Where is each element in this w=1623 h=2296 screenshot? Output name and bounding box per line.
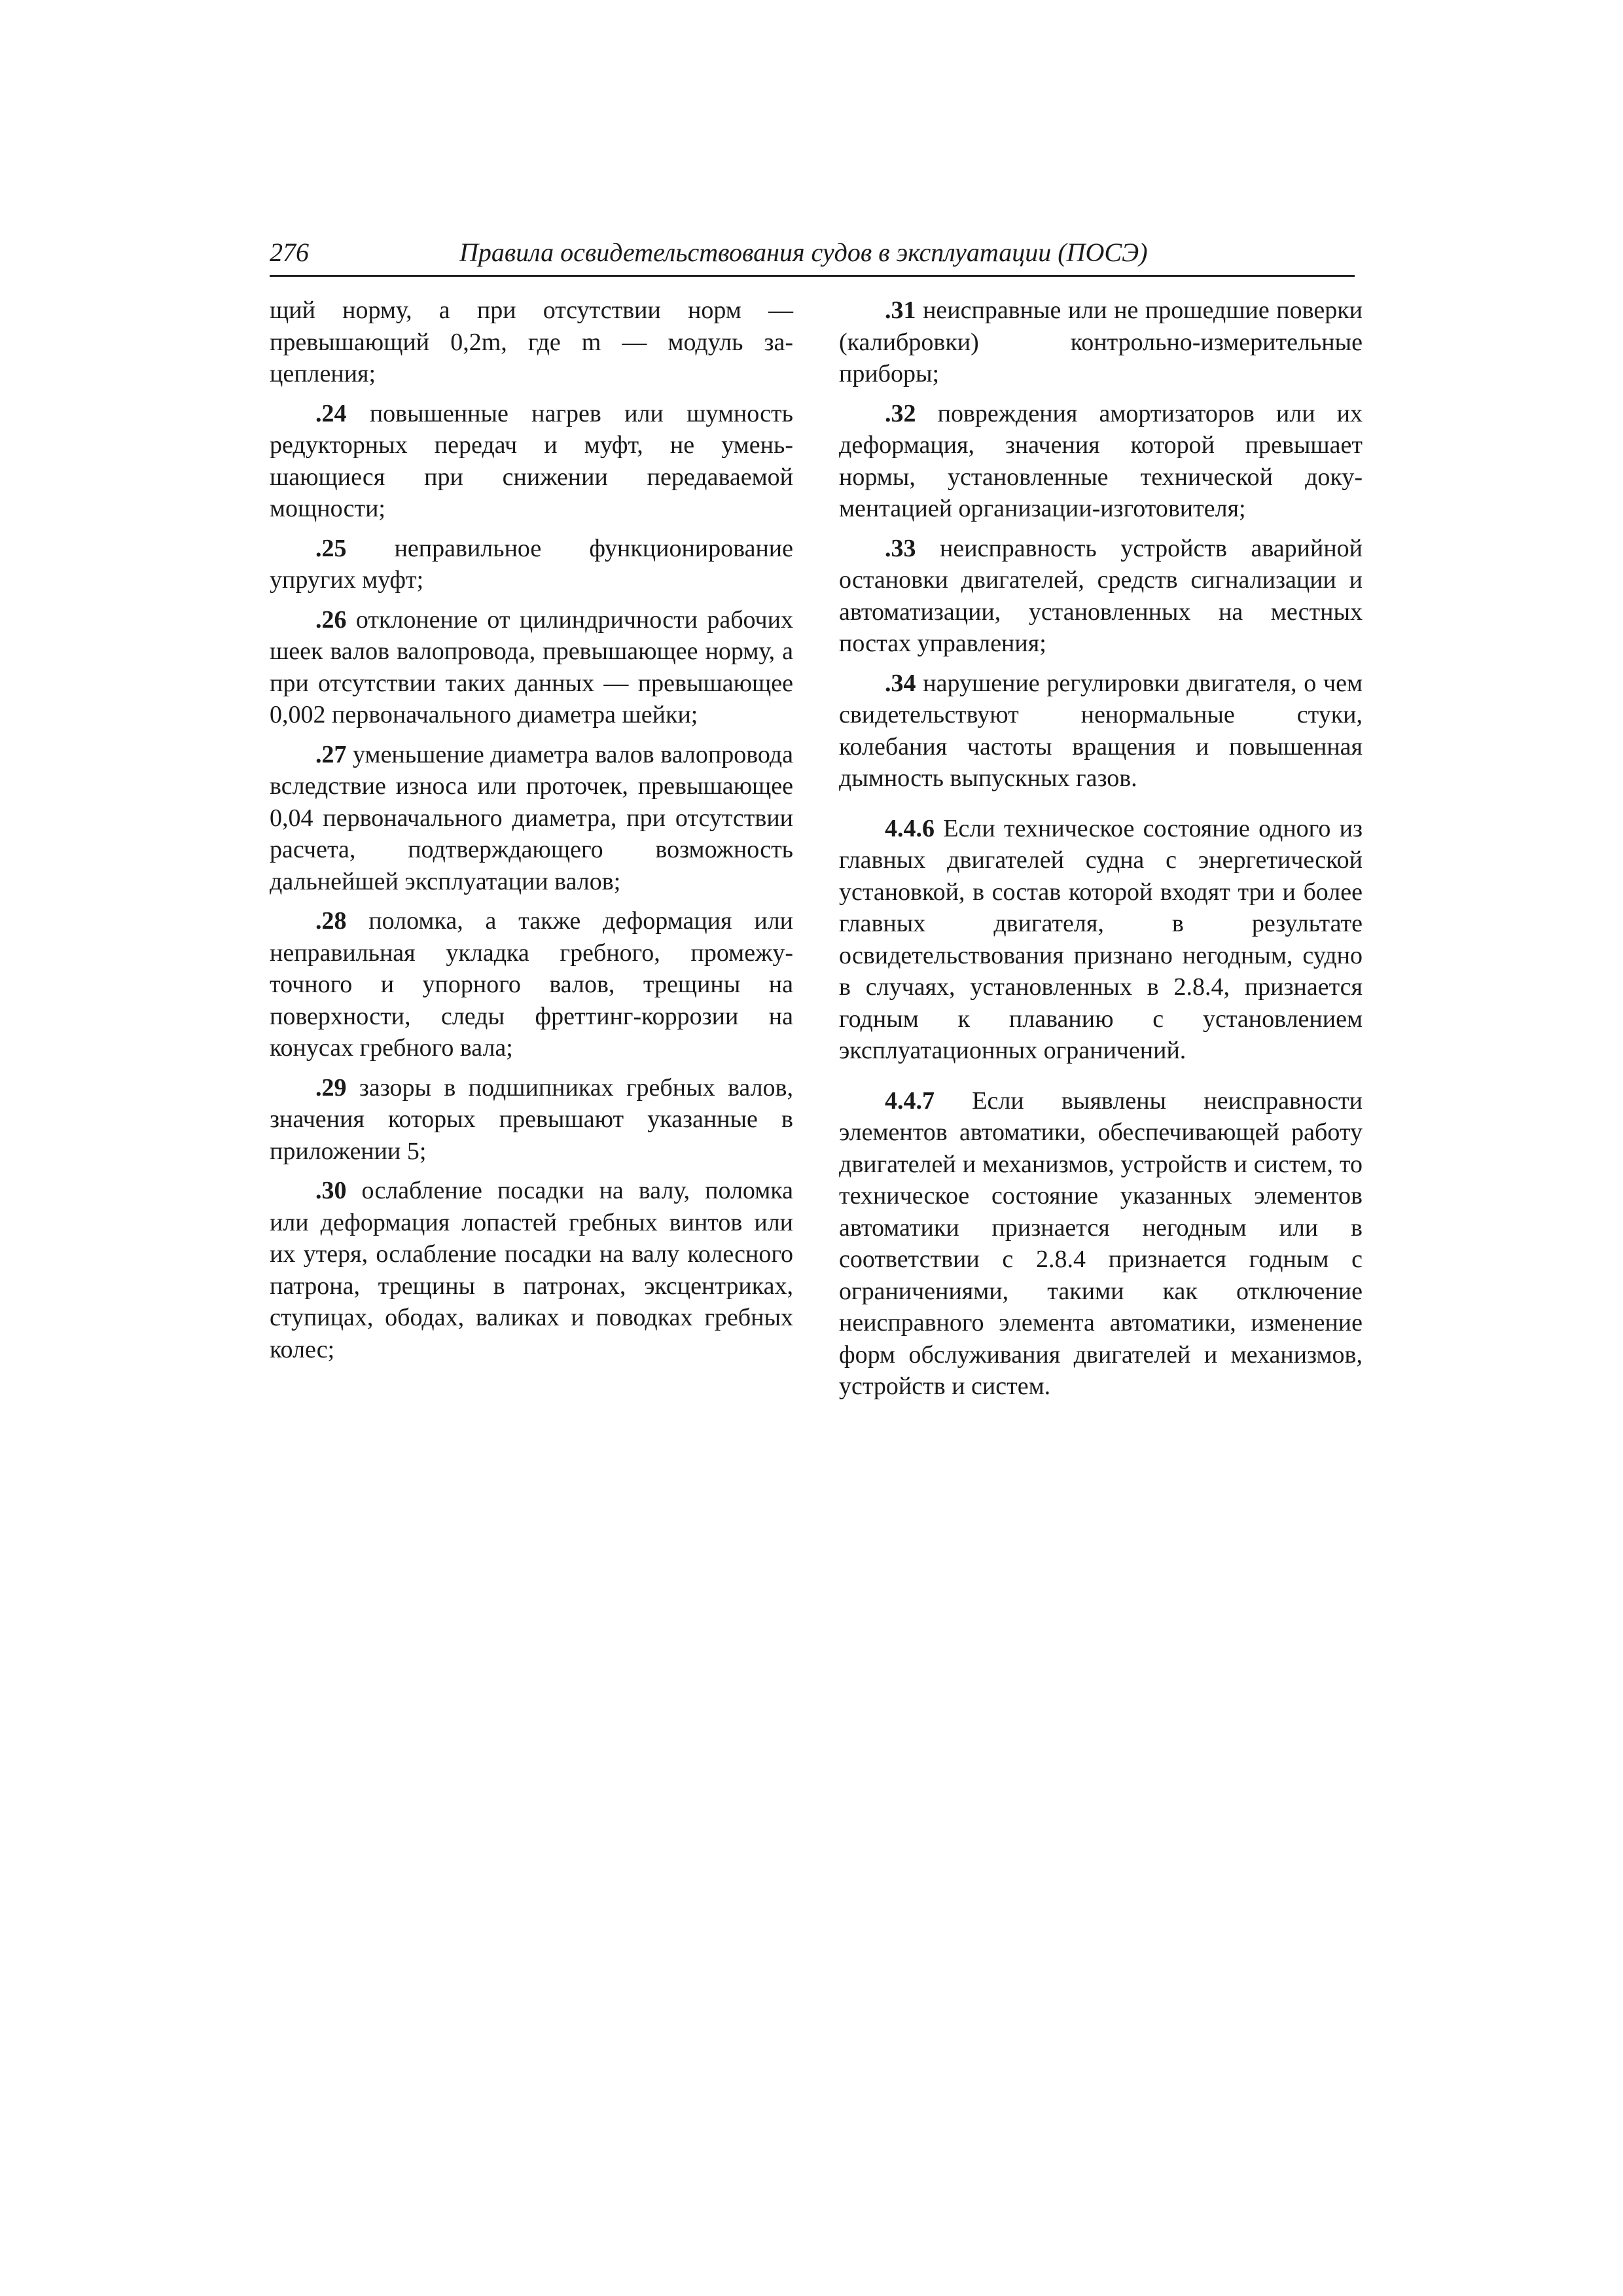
section-number: 4.4.6 bbox=[885, 814, 935, 842]
section-paragraph bbox=[839, 1085, 1363, 1403]
right-column bbox=[839, 295, 1363, 1410]
item-text: отклонение от цилиндричности рабочих шеек валов валопровода, превышающее норму, а при отсутствии таких данных — превышающее 0,002 первоначального диаметра шейки; bbox=[270, 605, 793, 728]
paragraph bbox=[270, 295, 793, 390]
paragraph bbox=[270, 604, 793, 731]
item-number: .27 bbox=[315, 740, 347, 768]
page-number: 276 bbox=[270, 238, 309, 267]
left-column bbox=[270, 295, 793, 1373]
paragraph bbox=[270, 1072, 793, 1168]
item-number: .34 bbox=[885, 669, 916, 697]
paragraph bbox=[839, 295, 1363, 390]
item-number: .26 bbox=[315, 605, 347, 634]
item-number: .24 bbox=[315, 399, 347, 427]
item-number: .31 bbox=[885, 296, 916, 324]
paragraph bbox=[270, 905, 793, 1064]
item-text: зазоры в подшипниках гребных валов, значения которых превышают указанные в приложении 5; bbox=[270, 1073, 793, 1165]
item-text: повреждения амортизаторов или их деформация, значения которой превышает нормы, установленные технической документацией организации-изготовителя; bbox=[839, 399, 1363, 522]
item-number: .30 bbox=[315, 1177, 347, 1204]
section-number: 4.4.7 bbox=[885, 1086, 935, 1115]
page-header bbox=[270, 236, 1355, 277]
paragraph bbox=[270, 739, 793, 898]
item-number: .29 bbox=[315, 1073, 347, 1102]
item-text: неправильное функционирование упругих муфт; bbox=[270, 534, 793, 594]
item-text: повышенные нагрев или шумность редукторных передач и муфт, не уменьшающиеся при снижении передаваемой мощности; bbox=[270, 399, 793, 522]
item-text: неисправность устройств аварийной остановки двигателей, средств сигнализации и автоматизации, установленных на местных постах управления; bbox=[839, 534, 1363, 657]
paragraph bbox=[270, 398, 793, 525]
item-number: .28 bbox=[315, 907, 347, 935]
paragraph bbox=[839, 533, 1363, 660]
item-number: .33 bbox=[885, 534, 916, 562]
paragraph bbox=[270, 1175, 793, 1365]
section-text: Если выявлены неисправности элементов автоматики, обеспечивающей работу двигателей и механизмов, устройств и систем, то техническое состояние указанных элементов автоматики признается негодным или в соответствии с 2.8.4 признается годным с ограничениями, такими как отключение неисправного элемента автоматики, изменение форм обслуживания двигателей и механизмов, устройств и систем. bbox=[839, 1086, 1363, 1400]
running-title: Правила освидетельствования судов в эксплуатации (ПОСЭ) bbox=[459, 238, 1148, 267]
item-text: ослабление посадки на валу, поломка или деформация лопастей гребных винтов или их утеря, ослабление посадки на валу колесного патрона, трещины в патронах, эксцентриках, ступицах, ободах, валиках и поводках гребных колес; bbox=[270, 1177, 793, 1363]
paragraph bbox=[270, 533, 793, 596]
item-text: щий норму, а при отсутствии норм — превышающий 0,2m, где m — модуль зацепления; bbox=[270, 296, 793, 387]
section-text: Если техническое состояние одного из главных двигателей судна с энергетической установкой, в состав которой входят три и более главных двигателя, в результате освидетельствования признано негодным, судно в случаях, установленных в 2.8.4, признается годным к плаванию с установлением эксплуатационных ограничений. bbox=[839, 814, 1363, 1064]
item-number: .25 bbox=[315, 534, 347, 562]
item-text: поломка, а также деформация или неправильная укладка гребного, промежуточного и упорного валов, трещины на поверхности, следы фреттинг-коррозии на конусах гребного вала; bbox=[270, 907, 793, 1062]
section-paragraph bbox=[839, 813, 1363, 1067]
item-text: уменьшение диаметра валов валопровода вследствие износа или проточек, превышающее 0,04 первоначального диаметра, при отсутствии расчета, подтверждающего возможность дальнейшей эксплуатации валов; bbox=[270, 740, 793, 895]
item-text: нарушение регулировки двигателя, о чем свидетельствуют ненормальные стуки, колебания частоты вращения и повышенная дымность выпускных газов. bbox=[839, 669, 1363, 792]
item-number: .32 bbox=[885, 399, 916, 427]
paragraph bbox=[839, 668, 1363, 795]
item-text: неисправные или не прошедшие поверки (калибровки) контрольно-измерительные приборы; bbox=[839, 296, 1363, 387]
paragraph bbox=[839, 398, 1363, 525]
